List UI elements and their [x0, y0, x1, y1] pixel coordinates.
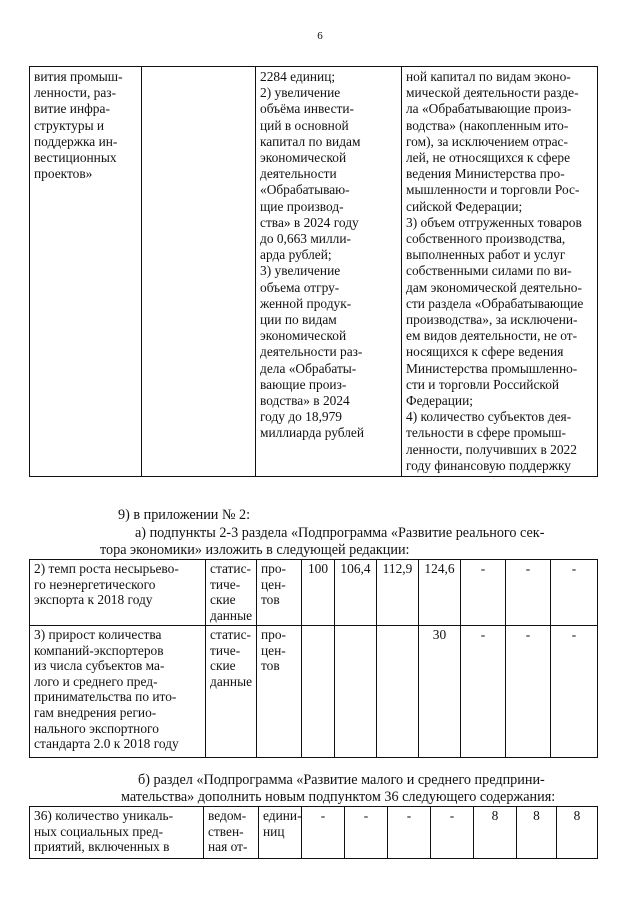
value-cell: - [345, 807, 388, 859]
text-line: сти раздела «Обрабатывающие [406, 295, 584, 311]
text-line: про- [261, 627, 287, 642]
text-line: гом), за исключением отрас- [406, 133, 568, 149]
text-line: объема отгру- [260, 279, 340, 295]
value-cell [302, 626, 335, 758]
text-line: цен- [261, 576, 286, 592]
text-line: мышленности и торговли Рос- [406, 182, 580, 198]
text-line: данные [210, 607, 253, 623]
text-line: году финансовую поддержку [406, 457, 571, 473]
indicators-table-sme [29, 806, 598, 859]
text-line: ции по видам [260, 312, 337, 328]
text-line: объёма инвести- [260, 101, 354, 117]
value-cell [335, 626, 377, 758]
text-line: поддержка ин- [34, 133, 118, 149]
text-line: 36) количество уникаль- [34, 808, 174, 823]
value-cell: 8 [474, 807, 517, 859]
text-line: вающие произ- [260, 376, 347, 392]
indicators-cell [402, 67, 598, 477]
text-line: данные [210, 673, 253, 689]
indicators-table-export [29, 559, 598, 758]
text-line: водства» (накопленным ито- [406, 117, 569, 133]
text-line: ла «Обрабатывающие произ- [406, 101, 572, 117]
text-line: собственными силами по ви- [406, 263, 572, 279]
value-cell: - [551, 626, 598, 758]
text-line: женной продук- [260, 295, 352, 311]
text-line: тов [261, 658, 280, 674]
text-line: витие инфра- [34, 101, 110, 117]
table-row [30, 626, 598, 758]
text-line: ной капитал по видам эконо- [406, 69, 571, 84]
value-cell: 124,6 [419, 560, 461, 626]
text-line: ведом- [208, 808, 247, 823]
text-line: 3) прирост количества [34, 627, 162, 642]
text-line: 2284 единиц; [260, 69, 336, 84]
source-cell [204, 807, 259, 859]
text-line: производства», за исключени- [406, 312, 578, 328]
unit-cell [259, 807, 302, 859]
text-line: тельности в сфере промыш- [406, 425, 567, 441]
value-cell: 8 [517, 807, 557, 859]
text-line: арда рублей; [260, 247, 332, 263]
text-line: ная от- [208, 839, 248, 855]
continuation-table [29, 66, 598, 477]
text-line: гам внедрения регио- [34, 704, 157, 720]
value-cell: - [431, 807, 474, 859]
text-line: сийской Федерации; [406, 198, 523, 214]
text-line: водства» в 2024 [260, 393, 350, 409]
text-line: тиче- [210, 642, 241, 658]
paragraph-subitem-a-cont: тора экономики» изложить в следующей редакции: [100, 542, 410, 558]
text-line: ниц [263, 823, 285, 839]
text-line: ведения Министерства про- [406, 166, 565, 182]
text-line: 3) объем отгруженных товаров [406, 214, 582, 230]
empty-cell [142, 67, 256, 477]
text-line: ем видов деятельности, не от- [406, 328, 578, 344]
text-line: дела «Обрабаты- [260, 360, 357, 376]
text-line: собственного производства, [406, 231, 566, 247]
value-cell: - [506, 560, 551, 626]
text-line: ных социальных пред- [34, 823, 164, 839]
text-line: из числа субъектов ма- [34, 658, 165, 674]
text-line: статис- [210, 627, 251, 642]
source-cell [206, 626, 257, 758]
text-line: ские [210, 658, 236, 674]
paragraph-subitem-b: б) раздел «Подпрограмма «Развитие малого и среднего предприни- [138, 772, 545, 788]
table-row [30, 67, 598, 477]
text-line: выполненных работ и услуг [406, 247, 566, 263]
value-cell: - [388, 807, 431, 859]
unit-cell [257, 626, 302, 758]
text-line: стандарта 2.0 к 2018 году [34, 736, 179, 752]
value-cell: - [461, 560, 506, 626]
text-line: лей, не относящихся к сфере [406, 150, 571, 166]
text-line: экономической [260, 328, 347, 344]
value-cell [377, 626, 419, 758]
targets-cell [256, 67, 402, 477]
value-cell: 106,4 [335, 560, 377, 626]
table-row [30, 560, 598, 626]
text-line: 2) увеличение [260, 85, 341, 101]
text-line: тиче- [210, 576, 241, 592]
text-line: миллиарда рублей [260, 425, 365, 441]
text-line: лого и среднего пред- [34, 673, 158, 689]
value-cell: - [302, 807, 345, 859]
value-cell: - [551, 560, 598, 626]
text-line: до 0,663 милли- [260, 231, 351, 247]
page-number: 6 [317, 30, 323, 42]
paragraph-subitem-b-cont: мательства» дополнить новым подпунктом 36 следующего содержания: [121, 789, 556, 805]
text-line: нального экспортного [34, 720, 159, 736]
text-line: дам экономической деятельно- [406, 279, 582, 295]
text-line: принимательства по ито- [34, 689, 177, 705]
text-line: носящихся к сфере ведения [406, 344, 564, 360]
text-line: статис- [210, 561, 251, 576]
text-line: 3) увеличение [260, 263, 341, 279]
text-line: цен- [261, 642, 286, 658]
text-line: про- [261, 561, 287, 576]
value-cell: 30 [419, 626, 461, 758]
text-line: году до 18,979 [260, 409, 343, 425]
value-cell: 112,9 [377, 560, 419, 626]
text-line: «Обрабатываю- [260, 182, 350, 198]
source-cell [206, 560, 257, 626]
text-line: деятельности раз- [260, 344, 363, 360]
paragraph-item-9: 9) в приложении № 2: [118, 507, 251, 523]
indicator-name-cell [30, 626, 206, 758]
text-line: ские [210, 592, 236, 608]
text-line: ленности, раз- [34, 85, 117, 101]
text-line: едини- [263, 808, 302, 823]
text-line: 4) количество субъектов дея- [406, 409, 572, 425]
text-line: ства» в 2024 году [260, 214, 359, 230]
unit-cell [257, 560, 302, 626]
text-line: экспорта к 2018 году [34, 592, 153, 608]
text-line: деятельности [260, 166, 337, 182]
text-line: Министерства промышленно- [406, 360, 578, 376]
value-cell: - [506, 626, 551, 758]
text-line: мической деятельности разде- [406, 85, 579, 101]
text-line: го неэнергетического [34, 576, 156, 592]
text-line: ствен- [208, 823, 244, 839]
indicator-name-cell [30, 807, 204, 859]
text-line: 2) темп роста несырьево- [34, 561, 179, 576]
value-cell: 100 [302, 560, 335, 626]
text-line: сти и торговли Российской [406, 376, 560, 392]
text-line: вития промыш- [34, 69, 123, 84]
indicator-name-cell [30, 560, 206, 626]
paragraph-subitem-a: а) подпункты 2-3 раздела «Подпрограмма «Развитие реального сек- [135, 525, 545, 541]
text-line: проектов» [34, 166, 93, 182]
text-line: вестиционных [34, 150, 117, 166]
text-line: экономической [260, 150, 347, 166]
text-line: капитал по видам [260, 133, 361, 149]
text-line: ленности, получивших в 2022 [406, 441, 577, 457]
text-line: ций в основной [260, 117, 349, 133]
subprogram-name-cell [30, 67, 142, 477]
text-line: структуры и [34, 117, 105, 133]
text-line: приятий, включенных в [34, 839, 170, 855]
value-cell: 8 [557, 807, 598, 859]
value-cell: - [461, 626, 506, 758]
text-line: Федерации; [406, 393, 473, 409]
text-line: тов [261, 592, 280, 608]
text-line: щие производ- [260, 198, 344, 214]
table-row [30, 807, 598, 859]
text-line: компаний-экспортеров [34, 642, 164, 658]
